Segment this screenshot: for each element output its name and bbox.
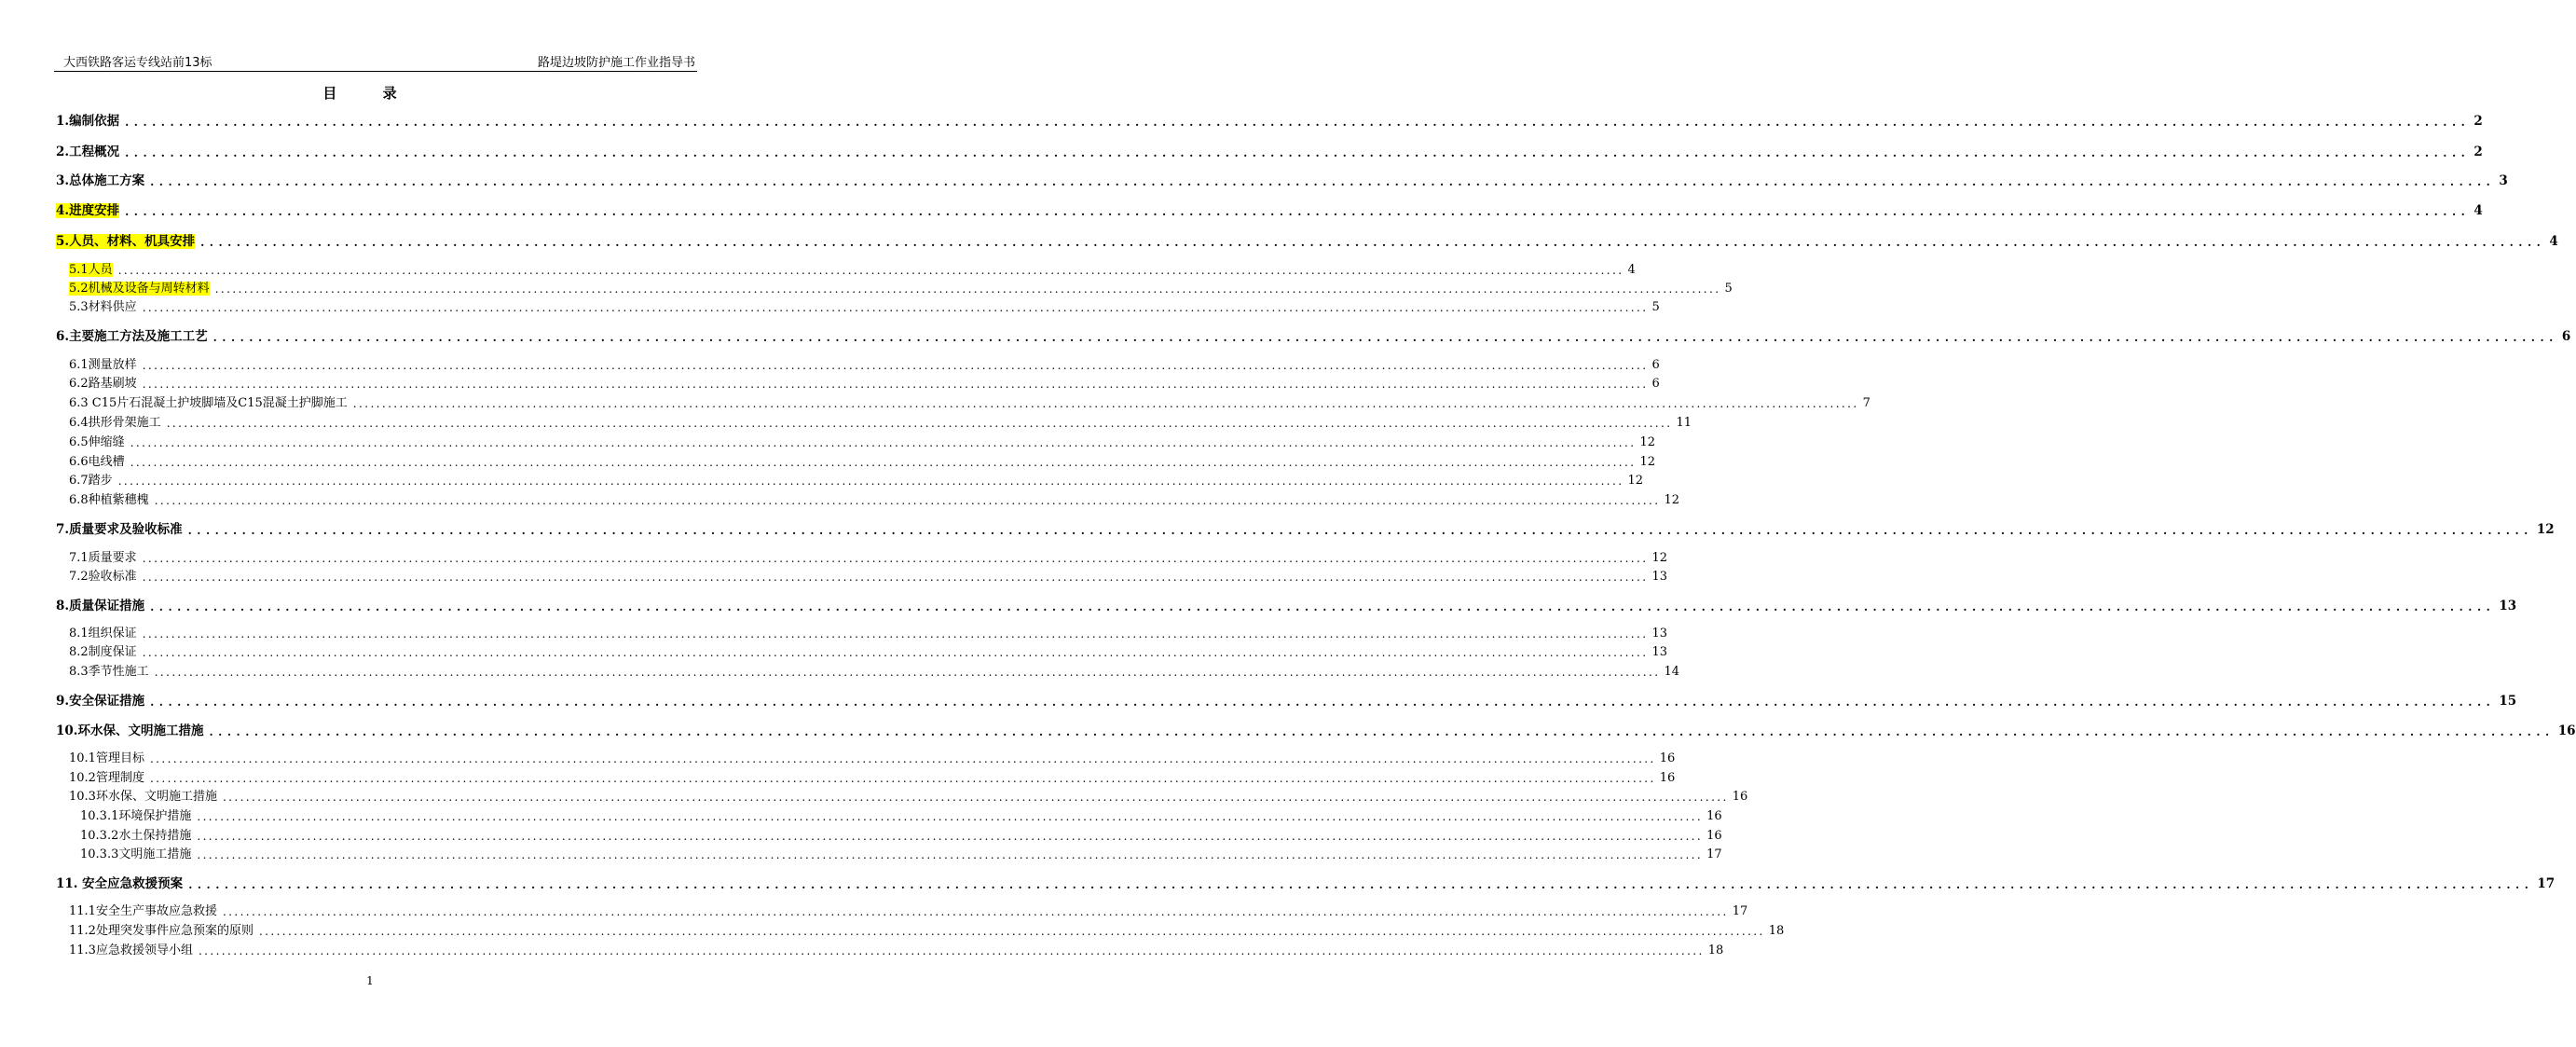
toc-entry[interactable] <box>69 569 1667 585</box>
toc-entry[interactable] <box>56 876 2555 892</box>
toc-leader-dots: .................................................................................................................................................................................................................................................................... <box>198 944 1705 957</box>
toc-entry-label-text: 10.环水保、文明施工措施 <box>56 723 204 738</box>
toc-entry-label-text: 3.总体施工方案 <box>56 173 145 188</box>
toc-entry[interactable] <box>56 145 2483 160</box>
toc-entry[interactable] <box>80 808 1722 824</box>
toc-entry-label <box>56 694 150 709</box>
toc-entry-label <box>69 376 143 392</box>
toc-entry-page: 5 <box>1651 300 1660 314</box>
toc-leader-dots: .................................................................................................................................................................................................................................................................... <box>222 905 1729 918</box>
toc-entry-label <box>69 492 155 508</box>
toc-entry-label-text: 6.7踏步 <box>69 474 113 488</box>
toc-entry[interactable] <box>56 114 2483 130</box>
toc-entry-page: 12 <box>1664 493 1679 507</box>
toc-leader-dots: .................................................................................................................................................................................................................................................................... <box>125 205 2471 218</box>
toc-entry-label <box>69 923 259 939</box>
toc-entry[interactable] <box>80 847 1722 862</box>
toc-leader-dots: .................................................................................................................................................................................................................................................................... <box>212 331 2558 344</box>
toc-entry-page: 2 <box>2473 114 2483 129</box>
toc-entry-label-text: 1.编制依据 <box>56 114 120 129</box>
toc-entry[interactable] <box>69 473 1643 489</box>
toc-entry-page: 11 <box>1676 416 1692 430</box>
toc-entry-label <box>56 723 210 739</box>
toc-entry-label <box>69 299 143 315</box>
toc-entry-label <box>69 903 223 919</box>
toc-entry-label <box>69 434 130 450</box>
toc-entry[interactable] <box>69 903 1748 919</box>
toc-entry-label-text: 10.2管理制度 <box>69 771 144 785</box>
toc-leader-dots: .................................................................................................................................................................................................................................................................... <box>187 524 2533 537</box>
toc-entry-label <box>69 262 118 278</box>
toc-entry-page: 15 <box>2499 694 2517 709</box>
toc-entry-page: 6 <box>2561 329 2571 344</box>
toc-entry-label-text: 6.2路基刷坡 <box>69 377 137 391</box>
toc-entry-label-text: 11. 安全应急救援预案 <box>56 876 184 891</box>
toc-entry-label-text: 6.6电线槽 <box>69 455 125 469</box>
toc-leader-dots: .................................................................................................................................................................................................................................................................... <box>117 475 1624 488</box>
toc-entry-label <box>56 876 188 892</box>
toc-entry-page: 13 <box>1651 645 1667 659</box>
toc-entry[interactable] <box>56 173 2508 189</box>
toc-entry-label <box>56 522 188 538</box>
toc-entry-label-text: 9.安全保证措施 <box>56 694 145 709</box>
toc-leader-dots: .................................................................................................................................................................................................................................................................... <box>142 378 1649 391</box>
toc-entry-page: 12 <box>1627 474 1643 488</box>
toc-entry-page: 13 <box>1651 627 1667 641</box>
toc-entry-label-text: 8.质量保证措施 <box>56 599 145 613</box>
toc-leader-dots: .................................................................................................................................................................................................................................................................... <box>142 571 1649 584</box>
toc-leader-dots: .................................................................................................................................................................................................................................................................... <box>130 436 1637 449</box>
toc-entry-label-text: 10.3.1环境保护措施 <box>80 809 192 823</box>
toc-leader-dots: .................................................................................................................................................................................................................................................................... <box>142 301 1649 314</box>
toc-entry-page: 16 <box>1732 790 1748 804</box>
toc-entry-label <box>69 415 167 431</box>
toc-entry-label <box>69 569 143 585</box>
toc-entry[interactable] <box>69 376 1660 392</box>
header-project-name: 大西铁路客运专线站前13标 <box>63 56 212 70</box>
toc-leader-dots: .................................................................................................................................................................................................................................................................... <box>142 359 1649 372</box>
toc-leader-dots: .................................................................................................................................................................................................................................................................... <box>149 772 1656 785</box>
toc-entry[interactable] <box>56 723 2576 739</box>
toc-leader-dots: .................................................................................................................................................................................................................................................................... <box>142 552 1649 565</box>
toc-entry[interactable] <box>56 234 2558 250</box>
toc-entry-page: 18 <box>1707 944 1724 957</box>
toc-entry-label-text: 6.主要施工方法及施工工艺 <box>56 329 208 344</box>
toc-entry-label-text: 5.3材料供应 <box>69 300 137 314</box>
toc-entry-page: 16 <box>1706 809 1722 823</box>
toc-entry-label-text: 11.2处理突发事件应急预案的原则 <box>69 924 253 938</box>
toc-entry-label-text: 7.1质量要求 <box>69 551 137 565</box>
toc-leader-dots: .................................................................................................................................................................................................................................................................... <box>150 175 2496 188</box>
toc-leader-dots: .................................................................................................................................................................................................................................................................... <box>166 417 1673 430</box>
toc-entry-label-text: 6.4拱形骨架施工 <box>69 416 161 430</box>
toc-entry-page: 6 <box>1651 377 1660 391</box>
toc-entry-page: 17 <box>1732 904 1748 918</box>
toc-entry-page: 4 <box>1627 263 1636 277</box>
toc-entry-page: 7 <box>1862 396 1870 410</box>
toc-entry-label-text: 11.3应急救援领导小组 <box>69 944 193 957</box>
page-header <box>54 48 697 72</box>
toc-entry-label <box>80 808 197 824</box>
toc-entry-page: 5 <box>1724 282 1733 296</box>
toc-entry-label <box>56 203 125 219</box>
toc-entry[interactable] <box>80 828 1722 844</box>
toc-leader-dots: .................................................................................................................................................................................................................................................................... <box>352 397 1859 410</box>
toc-entry-label <box>69 789 223 805</box>
toc-entry-page: 17 <box>2537 876 2555 891</box>
toc-leader-dots: .................................................................................................................................................................................................................................................................... <box>142 627 1649 641</box>
toc-entry-page: 12 <box>1651 551 1667 565</box>
toc-entry[interactable] <box>69 454 1655 470</box>
toc-entry-label <box>69 751 150 766</box>
toc-leader-dots: .................................................................................................................................................................................................................................................................... <box>150 600 2496 613</box>
toc-entry-label-text: 6.5伸缩缝 <box>69 435 125 449</box>
toc-entry-page: 12 <box>1639 455 1655 469</box>
toc-entry-label-text: 8.1组织保证 <box>69 627 137 641</box>
toc-entry-label <box>69 473 118 489</box>
toc-leader-dots: .................................................................................................................................................................................................................................................................... <box>197 830 1704 843</box>
toc-leader-dots: .................................................................................................................................................................................................................................................................... <box>149 752 1656 765</box>
toc-entry-page: 12 <box>1639 435 1655 449</box>
toc-leader-dots: .................................................................................................................................................................................................................................................................... <box>222 791 1729 804</box>
toc-entry-page: 4 <box>2473 203 2483 218</box>
toc-entry-label-text: 8.3季节性施工 <box>69 665 149 679</box>
toc-entry-label <box>69 357 143 373</box>
toc-entry[interactable] <box>69 789 1748 805</box>
toc-entry[interactable] <box>69 434 1655 450</box>
toc-entry[interactable] <box>69 395 1870 411</box>
toc-entry-label-text: 4.进度安排 <box>56 203 120 218</box>
toc-leader-dots: .................................................................................................................................................................................................................................................................... <box>197 810 1704 823</box>
toc-entry[interactable] <box>69 492 1679 508</box>
toc-entry-label <box>56 114 125 130</box>
toc-entry[interactable] <box>69 751 1676 766</box>
toc-entry-label-text: 7.质量要求及验收标准 <box>56 522 183 537</box>
toc-entry[interactable] <box>56 599 2517 614</box>
toc-entry-page: 16 <box>1706 829 1722 843</box>
toc-entry-label-text: 6.8种植紫穗槐 <box>69 493 149 507</box>
toc-entry-label <box>69 770 150 786</box>
toc-entry[interactable] <box>69 943 1724 958</box>
toc-entry-label <box>69 454 130 470</box>
toc-leader-dots: .................................................................................................................................................................................................................................................................... <box>200 236 2546 249</box>
toc-entry[interactable] <box>69 415 1692 431</box>
toc-entry-label <box>69 943 199 958</box>
toc-entry-label <box>69 664 155 680</box>
toc-leader-dots: .................................................................................................................................................................................................................................................................... <box>125 146 2471 159</box>
toc-entry-label <box>56 329 213 345</box>
toc-entry[interactable] <box>56 329 2571 345</box>
toc-entry-label <box>56 234 200 250</box>
toc-entry-label-text: 11.1安全生产事故应急救援 <box>69 904 217 918</box>
toc-title: 目 录 <box>322 85 418 102</box>
toc-entry[interactable] <box>69 644 1667 660</box>
toc-entry-label-text: 7.2验收标准 <box>69 570 137 584</box>
toc-entry[interactable] <box>69 626 1667 641</box>
toc-entry[interactable] <box>69 357 1660 373</box>
toc-entry-page: 17 <box>1706 847 1722 861</box>
toc-entry-label-text: 10.3.2水土保持措施 <box>80 829 192 843</box>
toc-leader-dots: .................................................................................................................................................................................................................................................................... <box>214 282 1721 296</box>
toc-entry-label <box>80 828 197 844</box>
toc-leader-dots: .................................................................................................................................................................................................................................................................... <box>142 646 1649 659</box>
toc-entry-label <box>69 281 215 296</box>
toc-entry[interactable] <box>69 550 1667 566</box>
toc-entry[interactable] <box>69 770 1676 786</box>
toc-entry[interactable] <box>69 299 1660 315</box>
toc-leader-dots: .................................................................................................................................................................................................................................................................... <box>197 848 1704 861</box>
toc-entry-page: 3 <box>2499 173 2508 188</box>
toc-entry-page: 12 <box>2536 522 2555 537</box>
toc-entry[interactable] <box>56 203 2483 219</box>
toc-leader-dots: .................................................................................................................................................................................................................................................................... <box>188 878 2534 891</box>
toc-entry-page: 2 <box>2473 145 2483 159</box>
toc-leader-dots: .................................................................................................................................................................................................................................................................... <box>125 116 2471 129</box>
toc-entry-label-text: 10.3.3文明施工措施 <box>80 847 192 861</box>
toc-leader-dots: .................................................................................................................................................................................................................................................................... <box>209 725 2555 738</box>
toc-entry-page: 6 <box>1651 358 1660 372</box>
toc-entry-label <box>69 644 143 660</box>
toc-entry-page: 14 <box>1664 665 1679 679</box>
toc-leader-dots: .................................................................................................................................................................................................................................................................... <box>154 666 1661 679</box>
toc-entry-label-text: 8.2制度保证 <box>69 645 137 659</box>
toc-entry[interactable] <box>69 923 1785 939</box>
toc-entry[interactable] <box>56 694 2517 709</box>
toc-entry-label-text: 6.3 C15片石混凝土护坡脚墙及C15混凝土护脚施工 <box>69 396 348 410</box>
toc-entry-label <box>69 626 143 641</box>
toc-entry-label-text: 5.1人员 <box>69 263 113 277</box>
toc-entry[interactable] <box>69 664 1679 680</box>
header-document-title: 路堤边坡防护施工作业指导书 <box>537 56 695 70</box>
toc-entry-label <box>69 395 353 411</box>
toc-leader-dots: .................................................................................................................................................................................................................................................................... <box>117 264 1624 277</box>
toc-entry-label-text: 6.1测量放样 <box>69 358 137 372</box>
toc-entry-label <box>69 550 143 566</box>
toc-entry-label-text: 2.工程概况 <box>56 145 120 159</box>
toc-entry-label-text: 10.1管理目标 <box>69 751 144 765</box>
toc-entry-page: 13 <box>1651 570 1667 584</box>
toc-leader-dots: .................................................................................................................................................................................................................................................................... <box>150 696 2496 709</box>
toc-entry-label <box>56 599 150 614</box>
toc-entry-page: 16 <box>1659 751 1676 765</box>
toc-entry-page: 18 <box>1768 924 1785 938</box>
toc-entry-page: 16 <box>1659 771 1676 785</box>
toc-entry-label-text: 5.2机械及设备与周转材料 <box>69 282 210 296</box>
toc-entry-label-text: 10.3环水保、文明施工措施 <box>69 790 217 804</box>
toc-entry[interactable] <box>69 281 1733 296</box>
toc-entry-label <box>56 145 125 160</box>
toc-entry-page: 16 <box>2557 723 2576 738</box>
page-number: 1 <box>366 974 374 987</box>
toc-entry[interactable] <box>56 522 2555 538</box>
toc-leader-dots: .................................................................................................................................................................................................................................................................... <box>154 494 1661 507</box>
toc-leader-dots: .................................................................................................................................................................................................................................................................... <box>130 456 1637 469</box>
toc-leader-dots: .................................................................................................................................................................................................................................................................... <box>258 925 1765 938</box>
toc-entry-page: 13 <box>2499 599 2517 613</box>
toc-entry-label <box>56 173 150 189</box>
toc-entry[interactable] <box>69 262 1636 278</box>
toc-entry-page: 4 <box>2549 234 2558 249</box>
toc-entry-label-text: 5.人员、材料、机具安排 <box>56 234 196 249</box>
toc-entry-label <box>80 847 197 862</box>
